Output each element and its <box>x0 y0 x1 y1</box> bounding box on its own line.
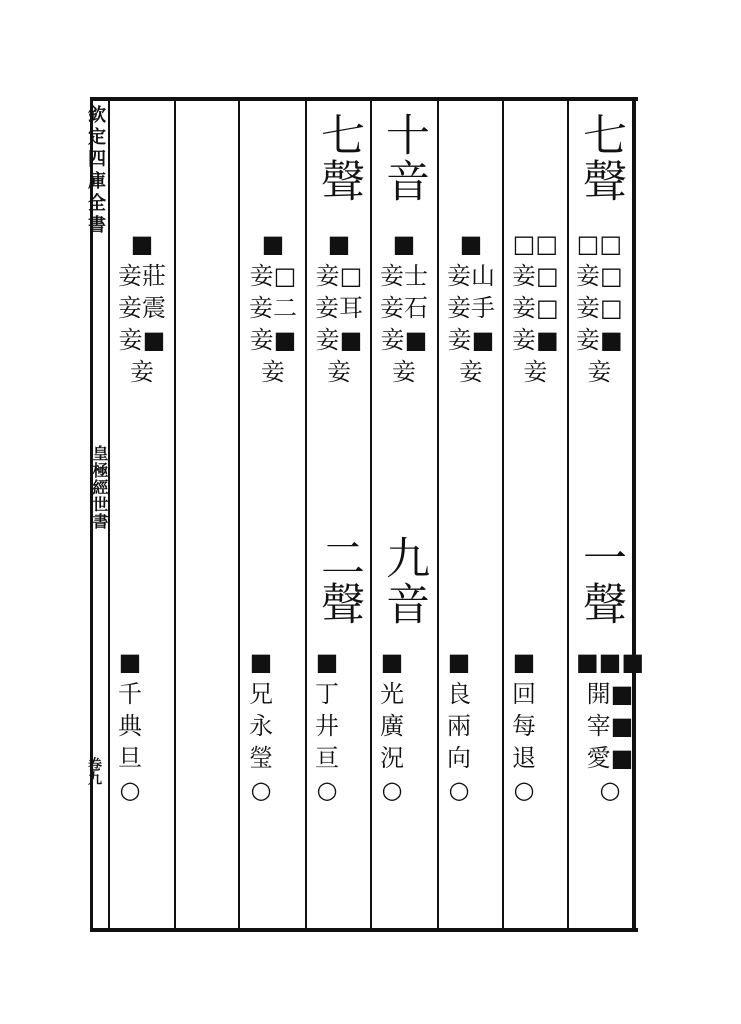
column-4-bottom-entries <box>380 650 404 802</box>
entry: 回 <box>512 680 536 708</box>
entry: 旦 <box>118 744 142 772</box>
entry: 妾□ <box>512 262 559 290</box>
entry: 每 <box>512 712 536 740</box>
column-divider <box>567 101 569 928</box>
entry: 妾 <box>130 358 154 386</box>
entry: 妾■ <box>118 326 166 354</box>
entry: ■ <box>118 648 142 676</box>
entry: 亘 <box>315 744 339 772</box>
entry: 妾士 <box>380 262 428 290</box>
entry: 妾二 <box>249 294 297 322</box>
column-divider <box>305 101 307 928</box>
entry: ○ <box>513 776 535 804</box>
column-6-top-entries <box>249 232 297 384</box>
book-title: 皇極經世書 <box>90 445 109 530</box>
column-5-header-bottom: 二聲 <box>313 535 364 627</box>
entry: 宰■ <box>586 712 634 740</box>
entry: 妾 <box>587 358 612 386</box>
column-8-bottom-entries <box>118 650 142 802</box>
column-8-top-entries <box>118 232 166 384</box>
entry: 妾 <box>327 358 351 386</box>
entry: 妾 <box>523 358 548 386</box>
entry: ○ <box>119 776 141 804</box>
column-1-header-bottom: 一聲 <box>575 535 626 627</box>
entry: □□ <box>512 230 559 258</box>
entry: 妾■ <box>380 326 428 354</box>
entry: 妾■ <box>315 326 363 354</box>
entry: 妾山 <box>447 262 495 290</box>
entry: 妾□ <box>315 262 363 290</box>
entry: 妾 <box>392 358 416 386</box>
margin-top-text: 欽定四庫全書 <box>85 105 106 237</box>
entry: 井 <box>315 712 339 740</box>
entry: ■ <box>130 230 154 258</box>
entry: ■ <box>249 648 273 676</box>
entry: 妾■ <box>576 326 623 354</box>
column-divider <box>437 101 439 928</box>
entry: 愛■ <box>586 744 634 772</box>
entry: ○ <box>599 776 621 804</box>
column-5-header-top: 七聲 <box>313 112 364 204</box>
bottom-border <box>90 928 638 932</box>
column-4-header-top: 十音 <box>378 112 429 204</box>
entry: 典 <box>118 712 142 740</box>
entry: 妾□ <box>512 294 559 322</box>
entry: 良 <box>447 680 471 708</box>
entry: 瑩 <box>249 744 273 772</box>
entry: 千 <box>118 680 142 708</box>
entry: 永 <box>249 712 273 740</box>
entry: 光 <box>380 680 404 708</box>
entry: ■ <box>261 230 285 258</box>
top-border <box>90 97 638 101</box>
entry: ○ <box>381 776 403 804</box>
column-divider <box>502 101 504 928</box>
column-5-bottom-entries <box>315 650 339 802</box>
entry: 妾震 <box>118 294 166 322</box>
entry: 妾□ <box>576 262 623 290</box>
column-4-header-bottom: 九音 <box>378 535 429 627</box>
entry: ■ <box>459 230 483 258</box>
entry: 廣 <box>380 712 404 740</box>
entry: 丁 <box>315 680 339 708</box>
entry: ■ <box>447 648 471 676</box>
column-divider <box>370 101 372 928</box>
entry: ○ <box>250 776 272 804</box>
column-2-bottom-entries <box>512 650 536 802</box>
column-5-top-entries <box>315 232 363 384</box>
entry: ■ <box>327 230 351 258</box>
column-4-top-entries <box>380 232 428 384</box>
entry: 妾 <box>261 358 285 386</box>
entry: ○ <box>448 776 470 804</box>
entry: ■ <box>315 648 339 676</box>
entry: 妾手 <box>447 294 495 322</box>
entry: 退 <box>512 744 536 772</box>
entry: ■ <box>512 648 536 676</box>
entry: ○ <box>316 776 338 804</box>
entry: ■ <box>380 648 404 676</box>
entry: ■ <box>392 230 416 258</box>
column-2-top-entries <box>512 232 559 384</box>
entry: ■■■ <box>576 648 645 676</box>
column-divider <box>174 101 176 928</box>
entry: 兩 <box>447 712 471 740</box>
column-3-bottom-entries <box>447 650 471 802</box>
entry: 兄 <box>249 680 273 708</box>
entry: 妾石 <box>380 294 428 322</box>
right-border <box>632 97 636 932</box>
column-3-top-entries <box>447 232 495 384</box>
entry: 況 <box>380 744 404 772</box>
entry: 妾■ <box>249 326 297 354</box>
entry: 妾■ <box>447 326 495 354</box>
entry: 妾□ <box>576 294 623 322</box>
entry: 妾耳 <box>315 294 363 322</box>
entry: 妾莊 <box>118 262 166 290</box>
entry: 開■ <box>586 680 634 708</box>
entry: 向 <box>447 744 471 772</box>
entry: 妾 <box>459 358 483 386</box>
entry: □□ <box>576 230 623 258</box>
column-6-bottom-entries <box>249 650 273 802</box>
entry: 妾□ <box>249 262 297 290</box>
column-1-bottom-entries <box>576 650 644 802</box>
column-divider <box>238 101 240 928</box>
column-1-top-entries <box>576 232 623 384</box>
column-1-header-top: 七聲 <box>575 112 626 204</box>
page-number: 卷九 <box>86 757 102 785</box>
entry: 妾■ <box>512 326 559 354</box>
